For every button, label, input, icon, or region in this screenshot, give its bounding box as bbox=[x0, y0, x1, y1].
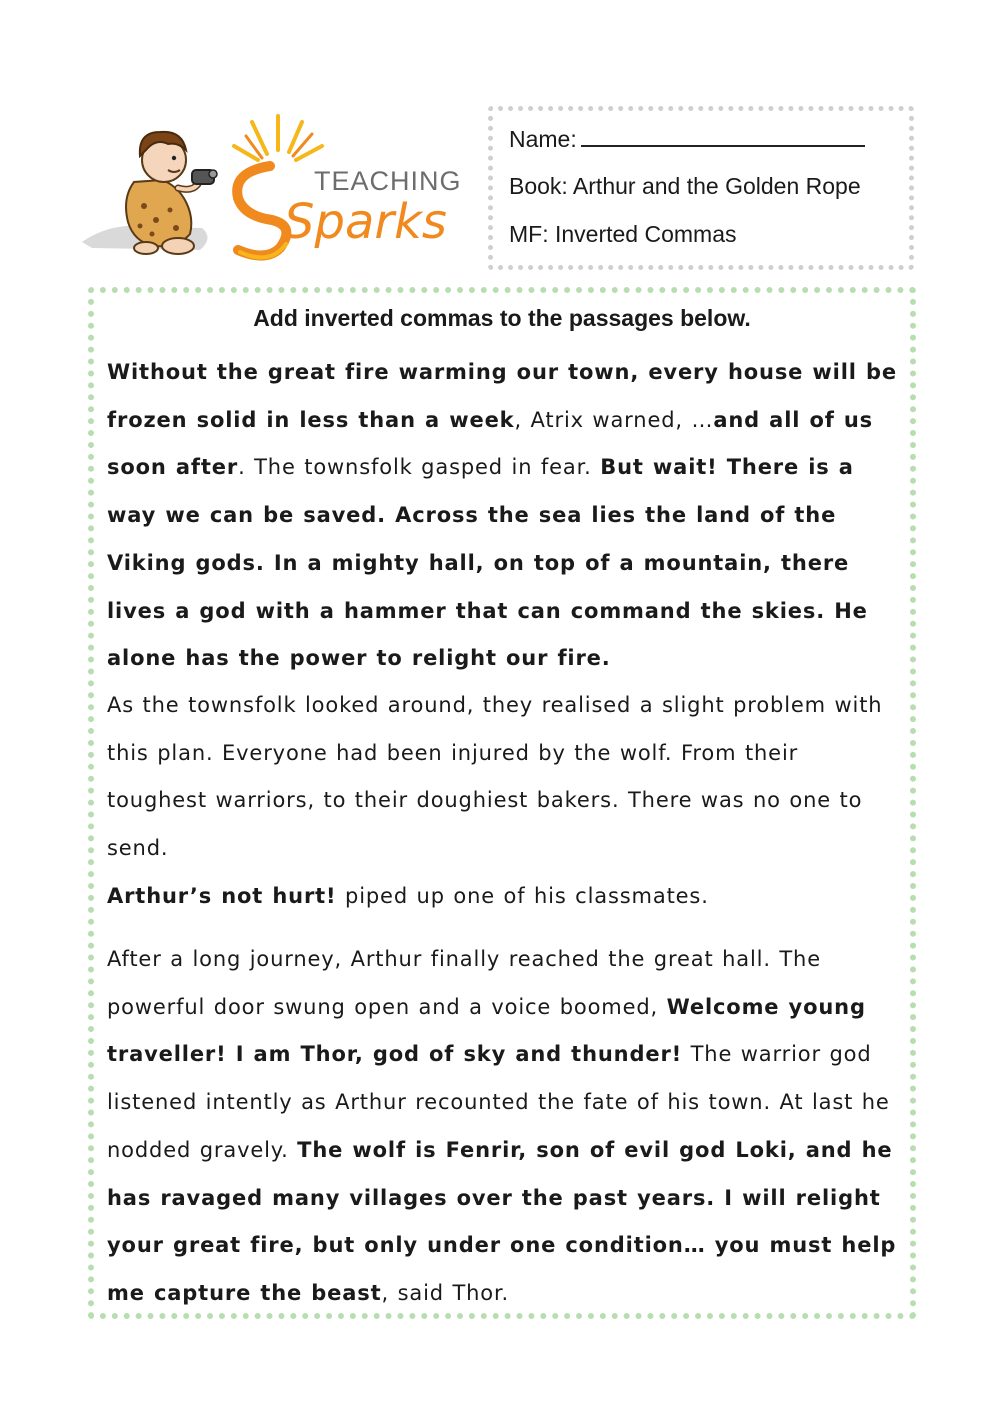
narration-text: . The townsfolk gasped in fear. bbox=[238, 455, 601, 480]
brand-top-text: TEACHING bbox=[314, 166, 462, 196]
passages-box bbox=[88, 287, 916, 1319]
passage-4 bbox=[107, 936, 900, 1318]
student-info-box bbox=[488, 106, 914, 270]
brand-bottom-text: Sparks bbox=[284, 194, 447, 250]
narration-text: , Atrix warned, … bbox=[514, 407, 714, 432]
narration-text: The warrior god listened intently as Arthur recounted the fate of his town. At last he nodded gravely. bbox=[107, 1042, 890, 1162]
mf-topic: MF: Inverted Commas bbox=[509, 221, 737, 247]
narration-text: After a long journey, Arthur finally reached the great hall. The powerful door swung open and a voice boomed, bbox=[107, 947, 821, 1019]
passage-2 bbox=[107, 682, 900, 873]
spoken-text: and all of us soon after bbox=[107, 407, 874, 480]
spoken-text: Without the great fire warming our town, every house will be frozen solid in less than a week bbox=[107, 360, 897, 432]
instruction-text: Add inverted commas to the passages below. bbox=[253, 305, 751, 331]
spoken-text: Arthur’s not hurt! bbox=[107, 884, 337, 908]
narration-text: As the townsfolk looked around, they realised a slight problem with this plan. Everyone had been injured by the wolf. From their toughest warriors, to their doughiest bakers. There was no one to send. bbox=[107, 693, 883, 861]
passage-1 bbox=[107, 349, 900, 683]
narration-text: , said Thor. bbox=[381, 1280, 510, 1305]
book-title: Book: Arthur and the Golden Rope bbox=[509, 173, 861, 199]
spoken-text: The wolf is Fenrir, son of evil god Loki, and he has ravaged many villages over the past years. I will relight your great fire, but only under one condition… you must help me capture the beast bbox=[107, 1137, 897, 1305]
spoken-text: But wait! There is a way we can be saved. Across the sea lies the land of the Viking gods. In a mighty hall, on top of a mountain, there lives a god with a hammer that can command the skies. He alone has the power to relight our fire. bbox=[107, 455, 868, 671]
narration-text: piped up one of his classmates. bbox=[336, 884, 709, 908]
name-underline[interactable] bbox=[581, 125, 865, 147]
name-label: Name: bbox=[509, 126, 577, 152]
caveman-with-binoculars-icon bbox=[82, 110, 462, 270]
spoken-text: Welcome young traveller! I am Thor, god of sky and thunder! bbox=[107, 994, 866, 1067]
passage-3 bbox=[107, 873, 900, 921]
name-field[interactable] bbox=[509, 125, 865, 153]
teaching-sparks-logo bbox=[82, 110, 462, 270]
